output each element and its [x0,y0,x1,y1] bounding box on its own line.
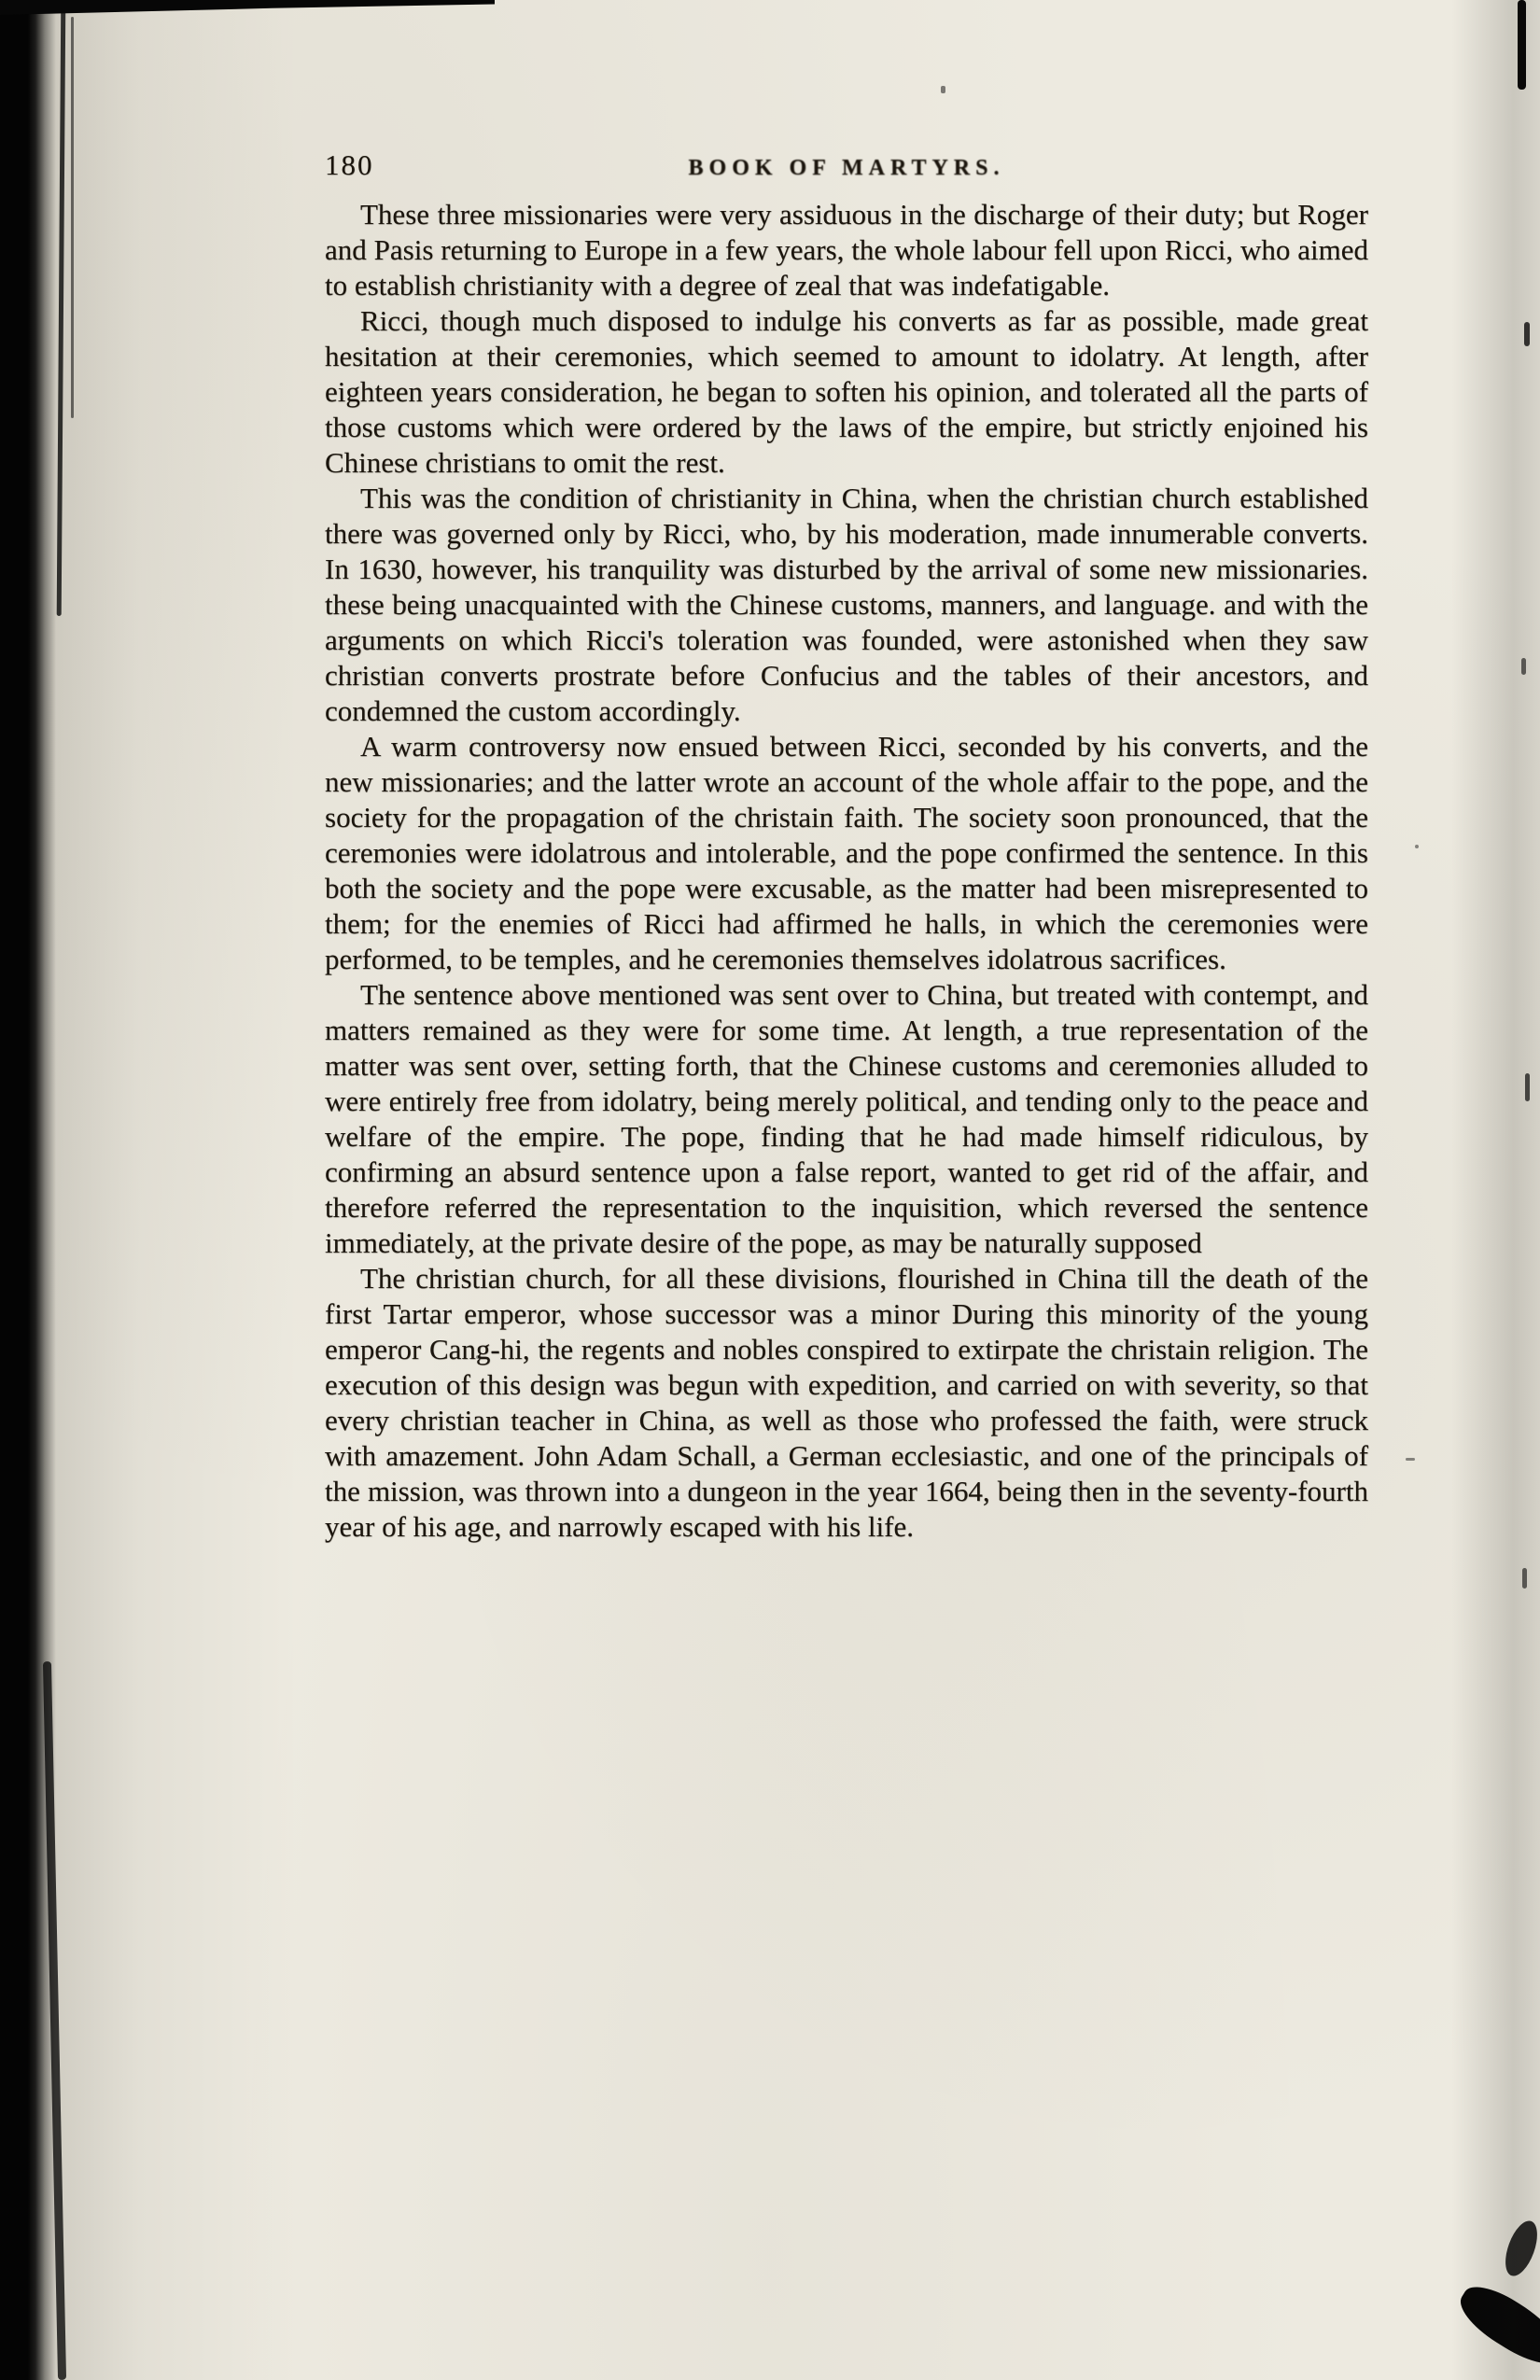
paragraph-4: A warm controversy now ensued between Ricci, seconded by his converts, and the new missionaries; and the latter wrote an account of the whole affair to the pope, and the society for the propagation of the christain faith. The society soon pronounced, that the ceremonies were idolatrous and intolerable, and the pope confirmed the sentence. In this both the society and the pope were excusable, as the matter had been misrepresented to them; for the enemies of Ricci had affirmed he halls, in which the ceremonies were performed, to be temples, and he ceremonies themselves idolatrous sacrifices. [325,730,1368,975]
paragraph-5: The sentence above mentioned was sent over to China, but treated with contempt, and matters remained as they were for some time. At length, a true representation of the matter was sent over, setting forth, that the Chinese customs and ceremonies alluded to were entirely free from idolatry, being merely political, and tending only to the peace and welfare of the empire. The pope, finding that he had made himself ridiculous, by confirming an absurd sentence upon a false report, wanted to get rid of the affair, and therefore referred the representation to the inquisition, which reversed the sentence immediately, at the private desire of the pope, as may be naturally supposed [325,978,1368,1259]
scan-artifact-binding-edge [0,0,56,2380]
paragraph-3: This was the condition of christianity in China, when the christian church established there was governed only by Ricci, who, by his moderation, made innumerable converts. In 1630, however, his tranquility was disturbed by the arrival of some new missionaries. these being unacquainted with the Chinese customs, manners, and language. and with the arguments on which Ricci's toleration was founded, were astonished when they saw christian converts prostrate before Confucius and the tables of their ancestors, and condemned the custom accordingly. [325,482,1368,727]
scan-artifact-speck [1406,1458,1415,1461]
scan-artifact-right-shadow [1451,0,1540,2380]
page-header [325,147,1368,186]
scan-artifact-speck [1415,845,1419,848]
scan-artifact-gutter-streak [57,0,66,616]
page-body [325,147,1368,1545]
page-number: 180 [325,148,374,181]
scan-artifact-speck [941,86,945,93]
scan-artifact-speck [476,1355,480,1359]
scan-artifact-top-edge [0,0,495,15]
scan-artifact-gutter-streak [71,17,74,418]
paragraph-1: These three missionaries were very assiduous in the discharge of their duty; but Roger and Pasis returning to Europe in a few years, the whole labour fell upon Ricci, who aimed to establish christianity with a degree of zeal that was indefatigable. [325,198,1368,301]
paragraph-2: Ricci, though much disposed to indulge his converts as far as possible, made great hesitation at their ceremonies, which seemed to amount to idolatry. At length, after eighteen years consideration, he began to soften his opinion, and tolerated all the parts of those customs which were ordered by the laws of the empire, but strictly enjoined his Chinese christians to omit the rest. [325,304,1368,479]
paragraph-6: The christian church, for all these divisions, flourished in China till the death of the first Tartar emperor, whose successor was a minor During this minority of the young emperor Cang-hi, the regents and nobles conspired to extirpate the christain religion. The execution of this design was begun with expedition, and carried on with severity, so that every christian teacher in China, as well as those who professed the faith, were struck with amazement. John Adam Schall, a German ecclesiastic, and one of the principals of the mission, was thrown into a dungeon in the year 1664, being then in the seventy-fourth year of his age, and narrowly escaped with his life. [325,1262,1368,1543]
running-title: BOOK OF MARTYRS. [688,156,1005,180]
